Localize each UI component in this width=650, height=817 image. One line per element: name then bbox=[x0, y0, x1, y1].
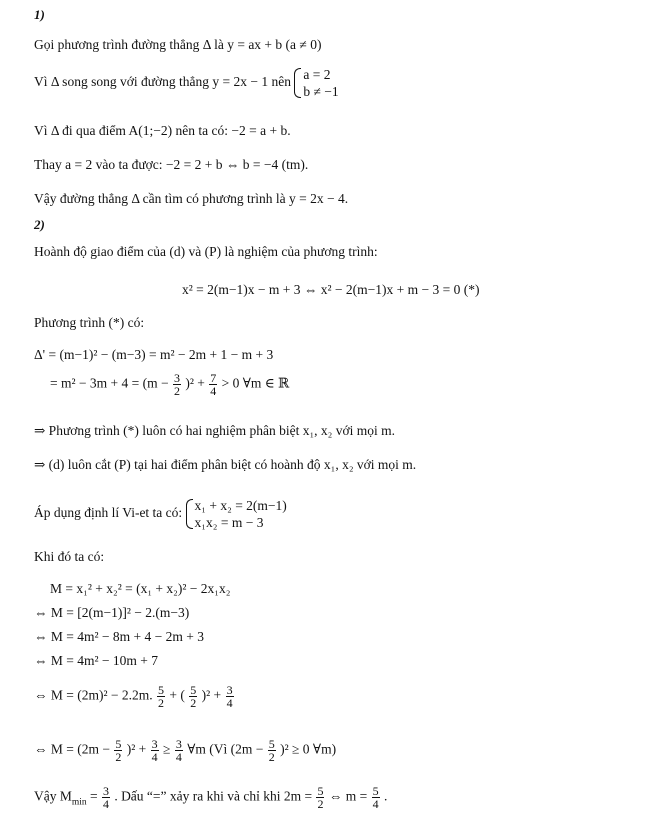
part2-line4: ⇒ (d) luôn cắt (P) tại hai điểm phân biệt có hoành độ x₁, x₂ với mọi m. bbox=[34, 457, 417, 472]
m-line4: ⇔ M = 4m² − 10m + 7 bbox=[34, 653, 159, 668]
fraction bbox=[157, 684, 165, 709]
denominator: 4 bbox=[210, 384, 217, 398]
fraction bbox=[173, 372, 181, 397]
m5-b: + ( bbox=[169, 687, 185, 703]
part1-line3: Vì Δ đi qua điểm A(1;−2) nên ta có: −2 = a + b. bbox=[34, 123, 291, 138]
conclusion-e: . bbox=[383, 788, 388, 804]
denominator: 2 bbox=[174, 384, 180, 398]
fraction bbox=[268, 738, 276, 763]
m6-a: ⇔ M = (2m − bbox=[34, 741, 110, 757]
system-row: x₁ + x₂ = 2(m−1) bbox=[194, 498, 287, 513]
part2-heading: 2) bbox=[34, 217, 45, 232]
conclusion-d: ⇔ m = bbox=[328, 788, 368, 804]
numerator: 5 bbox=[190, 683, 197, 697]
numerator: 5 bbox=[115, 737, 122, 751]
numerator: 5 bbox=[158, 683, 165, 697]
delta-line1: Δ' = (m−1)² − (m−3) = m² − 2m + 1 − m + 3 bbox=[34, 347, 274, 362]
system-row: b ≠ −1 bbox=[303, 84, 339, 99]
vieta-line bbox=[34, 497, 287, 531]
m6-d: ∀m (Vì (2m − bbox=[187, 741, 264, 757]
m5-c: )² + bbox=[201, 687, 222, 703]
part1-line5: Vậy đường thẳng Δ cần tìm có phương trình là y = 2x − 4. bbox=[34, 191, 349, 206]
part2-line1: Hoành độ giao điểm của (d) và (P) là nghiệm của phương trình: bbox=[34, 244, 378, 259]
part1-line1: Gọi phương trình đường thẳng Δ là y = ax + b (a ≠ 0) bbox=[34, 37, 322, 52]
m-line2: ⇔ M = [2(m−1)]² − 2.(m−3) bbox=[34, 605, 190, 620]
vieta-text: Áp dụng định lí Vi-et ta có: bbox=[34, 505, 183, 521]
part2-line6: Khi đó ta có: bbox=[34, 549, 105, 564]
denominator: 2 bbox=[317, 797, 324, 811]
fraction bbox=[209, 372, 217, 397]
system-row: x₁x₂ = m − 3 bbox=[194, 515, 264, 530]
fraction bbox=[372, 785, 380, 810]
delta2-b: )² + bbox=[185, 375, 205, 391]
denominator: 4 bbox=[102, 797, 109, 811]
m-line3: ⇔ M = 4m² − 8m + 4 − 2m + 3 bbox=[34, 629, 204, 644]
conclusion-b: = bbox=[89, 788, 98, 804]
delta-line2 bbox=[50, 372, 289, 397]
part2-equation: x² = 2(m−1)x − m + 3 ⇔ x² − 2(m−1)x + m − 3 = 0 (*) bbox=[182, 282, 480, 297]
delta2-c: > 0 ∀m ∈ ℝ bbox=[221, 375, 290, 391]
part1-line2 bbox=[34, 66, 339, 100]
m6-e: )² ≥ 0 ∀m) bbox=[280, 741, 337, 757]
numerator: 5 bbox=[372, 784, 379, 798]
part1-system bbox=[294, 66, 338, 100]
numerator: 7 bbox=[210, 371, 217, 385]
part1-line4: Thay a = 2 vào ta được: −2 = 2 + b ⇔ b = −4 (tm). bbox=[34, 157, 309, 172]
numerator: 5 bbox=[268, 737, 275, 751]
denominator: 4 bbox=[372, 797, 379, 811]
m6-c: ≥ bbox=[163, 741, 171, 757]
denominator: 2 bbox=[268, 750, 275, 764]
delta2-a: = m² − 3m + 4 = (m − bbox=[50, 375, 169, 391]
denominator: 2 bbox=[115, 750, 122, 764]
fraction bbox=[102, 785, 110, 810]
numerator: 3 bbox=[151, 737, 158, 751]
numerator: 3 bbox=[226, 683, 233, 697]
m5-a: ⇔ M = (2m)² − 2.2m. bbox=[34, 687, 153, 703]
numerator: 3 bbox=[102, 784, 109, 798]
denominator: 4 bbox=[151, 750, 158, 764]
part2-line2: Phương trình (*) có: bbox=[34, 315, 145, 330]
conclusion-line bbox=[34, 785, 387, 810]
min-subscript: min bbox=[71, 797, 87, 808]
vieta-system bbox=[186, 497, 287, 531]
conclusion-a: Vậy M bbox=[34, 788, 72, 804]
part1-line2-text: Vì Δ song song với đường thẳng y = 2x − 1 nên bbox=[34, 74, 292, 90]
m-line1: M = x₁² + x₂² = (x₁ + x₂)² − 2x₁x₂ bbox=[50, 581, 231, 596]
numerator: 3 bbox=[175, 737, 182, 751]
system-row: a = 2 bbox=[303, 67, 331, 82]
denominator: 2 bbox=[158, 696, 165, 710]
fraction bbox=[189, 684, 197, 709]
part1-heading: 1) bbox=[34, 7, 45, 22]
fraction bbox=[226, 684, 234, 709]
m-line5 bbox=[34, 684, 235, 709]
numerator: 5 bbox=[317, 784, 324, 798]
fraction bbox=[316, 785, 324, 810]
m-line6 bbox=[34, 738, 336, 763]
fraction bbox=[175, 738, 183, 763]
m6-b: )² + bbox=[126, 741, 147, 757]
part2-line3: ⇒ Phương trình (*) luôn có hai nghiệm phân biệt x₁, x₂ với mọi m. bbox=[34, 423, 396, 438]
fraction bbox=[114, 738, 122, 763]
denominator: 4 bbox=[175, 750, 182, 764]
numerator: 3 bbox=[174, 371, 180, 385]
denominator: 2 bbox=[190, 696, 197, 710]
fraction bbox=[151, 738, 159, 763]
conclusion-c: . Dấu “=” xảy ra khi và chỉ khi 2m = bbox=[114, 788, 313, 804]
denominator: 4 bbox=[226, 696, 233, 710]
